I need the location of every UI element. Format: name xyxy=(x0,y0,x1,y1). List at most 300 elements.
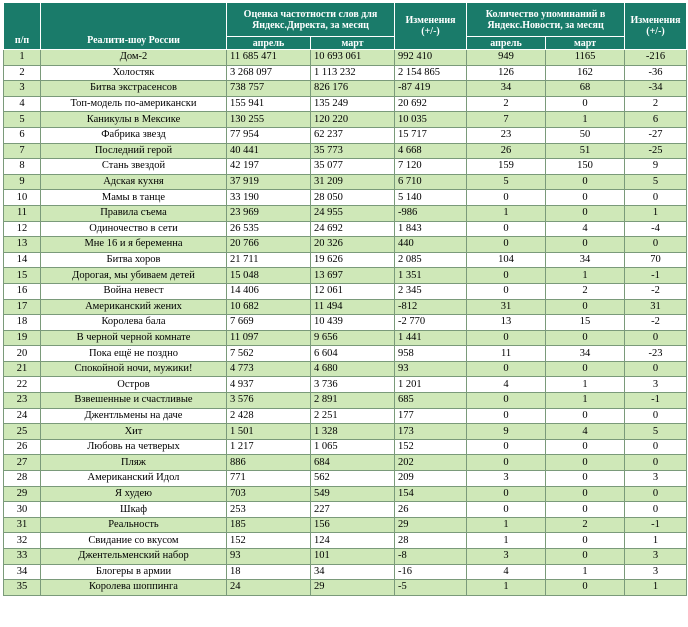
mentions-april-cell: 4 xyxy=(467,377,546,393)
row-number-cell: 6 xyxy=(4,127,41,143)
freq-april-cell: 10 682 xyxy=(227,299,311,315)
header-mentions-april: апрель xyxy=(467,37,546,50)
row-number-cell: 26 xyxy=(4,439,41,455)
mentions-march-cell: 34 xyxy=(546,346,625,362)
mentions-march-cell: 0 xyxy=(546,502,625,518)
row-number-cell: 32 xyxy=(4,533,41,549)
table-container xyxy=(3,2,687,596)
show-name-cell: Война невест xyxy=(41,283,227,299)
mentions-march-cell: 4 xyxy=(546,424,625,440)
show-name-cell: Правила съема xyxy=(41,205,227,221)
mentions-change-cell: -1 xyxy=(625,393,687,409)
row-number-cell: 20 xyxy=(4,346,41,362)
mentions-april-cell: 0 xyxy=(467,361,546,377)
mentions-april-cell: 2 xyxy=(467,96,546,112)
freq-change-cell: -87 419 xyxy=(395,81,467,97)
mentions-april-cell: 7 xyxy=(467,112,546,128)
table-row xyxy=(4,112,687,128)
table-row xyxy=(4,424,687,440)
freq-april-cell: 7 562 xyxy=(227,346,311,362)
table-row xyxy=(4,455,687,471)
freq-march-cell: 31 209 xyxy=(311,174,395,190)
mentions-march-cell: 0 xyxy=(546,361,625,377)
mentions-change-cell: 0 xyxy=(625,408,687,424)
freq-march-cell: 11 494 xyxy=(311,299,395,315)
freq-change-cell: 15 717 xyxy=(395,127,467,143)
row-number-cell: 10 xyxy=(4,190,41,206)
freq-march-cell: 29 xyxy=(311,580,395,596)
mentions-march-cell: 1 xyxy=(546,393,625,409)
mentions-april-cell: 9 xyxy=(467,424,546,440)
table-row xyxy=(4,159,687,175)
freq-change-cell: 1 201 xyxy=(395,377,467,393)
mentions-april-cell: 11 xyxy=(467,346,546,362)
mentions-march-cell: 1165 xyxy=(546,50,625,66)
mentions-march-cell: 34 xyxy=(546,252,625,268)
freq-april-cell: 23 969 xyxy=(227,205,311,221)
mentions-change-cell: -1 xyxy=(625,268,687,284)
mentions-april-cell: 104 xyxy=(467,252,546,268)
row-number-cell: 7 xyxy=(4,143,41,159)
freq-change-cell: 173 xyxy=(395,424,467,440)
freq-change-cell: 1 351 xyxy=(395,268,467,284)
mentions-march-cell: 0 xyxy=(546,471,625,487)
table-row xyxy=(4,361,687,377)
header-freq-april: апрель xyxy=(227,37,311,50)
table-row xyxy=(4,237,687,253)
freq-april-cell: 738 757 xyxy=(227,81,311,97)
freq-change-cell: 992 410 xyxy=(395,50,467,66)
mentions-march-cell: 1 xyxy=(546,268,625,284)
show-name-cell: Битва хоров xyxy=(41,252,227,268)
freq-march-cell: 227 xyxy=(311,502,395,518)
freq-april-cell: 21 711 xyxy=(227,252,311,268)
table-row xyxy=(4,346,687,362)
row-number-cell: 1 xyxy=(4,50,41,66)
freq-march-cell: 35 077 xyxy=(311,159,395,175)
freq-change-cell: 20 692 xyxy=(395,96,467,112)
show-name-cell: Королева шоппинга xyxy=(41,580,227,596)
mentions-march-cell: 0 xyxy=(546,96,625,112)
freq-march-cell: 1 328 xyxy=(311,424,395,440)
mentions-march-cell: 50 xyxy=(546,127,625,143)
freq-march-cell: 4 680 xyxy=(311,361,395,377)
freq-april-cell: 37 919 xyxy=(227,174,311,190)
freq-april-cell: 18 xyxy=(227,564,311,580)
mentions-march-cell: 0 xyxy=(546,439,625,455)
show-name-cell: Я худею xyxy=(41,486,227,502)
freq-april-cell: 886 xyxy=(227,455,311,471)
freq-change-cell: 177 xyxy=(395,408,467,424)
mentions-change-cell: -23 xyxy=(625,346,687,362)
header-mentions-march: март xyxy=(546,37,625,50)
freq-change-cell: 152 xyxy=(395,439,467,455)
table-row xyxy=(4,50,687,66)
mentions-april-cell: 0 xyxy=(467,330,546,346)
row-number-cell: 34 xyxy=(4,564,41,580)
freq-change-cell: 440 xyxy=(395,237,467,253)
mentions-change-cell: 6 xyxy=(625,112,687,128)
mentions-march-cell: 4 xyxy=(546,221,625,237)
show-name-cell: Остров xyxy=(41,377,227,393)
show-name-cell: Стань звездой xyxy=(41,159,227,175)
mentions-change-cell: 31 xyxy=(625,299,687,315)
freq-change-cell: 5 140 xyxy=(395,190,467,206)
freq-march-cell: 124 xyxy=(311,533,395,549)
freq-march-cell: 549 xyxy=(311,486,395,502)
freq-march-cell: 10 439 xyxy=(311,315,395,331)
freq-change-cell: 154 xyxy=(395,486,467,502)
mentions-march-cell: 0 xyxy=(546,580,625,596)
mentions-change-cell: 0 xyxy=(625,455,687,471)
row-number-cell: 5 xyxy=(4,112,41,128)
mentions-change-cell: 9 xyxy=(625,159,687,175)
table-row xyxy=(4,517,687,533)
row-number-cell: 22 xyxy=(4,377,41,393)
mentions-april-cell: 0 xyxy=(467,486,546,502)
table-row xyxy=(4,143,687,159)
mentions-april-cell: 0 xyxy=(467,393,546,409)
mentions-change-cell: 0 xyxy=(625,361,687,377)
mentions-march-cell: 162 xyxy=(546,65,625,81)
mentions-change-cell: 3 xyxy=(625,377,687,393)
mentions-march-cell: 0 xyxy=(546,455,625,471)
mentions-april-cell: 0 xyxy=(467,221,546,237)
freq-change-cell: 2 154 865 xyxy=(395,65,467,81)
mentions-april-cell: 26 xyxy=(467,143,546,159)
freq-march-cell: 1 113 232 xyxy=(311,65,395,81)
mentions-april-cell: 3 xyxy=(467,471,546,487)
mentions-march-cell: 2 xyxy=(546,517,625,533)
row-number-cell: 9 xyxy=(4,174,41,190)
show-name-cell: Холостяк xyxy=(41,65,227,81)
row-number-cell: 13 xyxy=(4,237,41,253)
freq-march-cell: 9 656 xyxy=(311,330,395,346)
header-frequency: Оценка частотности слов для Яндекс.Директа, за месяц xyxy=(227,3,395,37)
mentions-april-cell: 0 xyxy=(467,268,546,284)
freq-march-cell: 120 220 xyxy=(311,112,395,128)
row-number-cell: 27 xyxy=(4,455,41,471)
freq-april-cell: 33 190 xyxy=(227,190,311,206)
table-row xyxy=(4,268,687,284)
row-number-cell: 24 xyxy=(4,408,41,424)
mentions-change-cell: -1 xyxy=(625,517,687,533)
mentions-april-cell: 5 xyxy=(467,174,546,190)
show-name-cell: Джентельменский набор xyxy=(41,549,227,565)
mentions-april-cell: 1 xyxy=(467,205,546,221)
row-number-cell: 30 xyxy=(4,502,41,518)
freq-march-cell: 1 065 xyxy=(311,439,395,455)
mentions-march-cell: 0 xyxy=(546,174,625,190)
mentions-april-cell: 4 xyxy=(467,564,546,580)
mentions-april-cell: 0 xyxy=(467,408,546,424)
mentions-change-cell: 0 xyxy=(625,502,687,518)
table-row xyxy=(4,283,687,299)
mentions-april-cell: 0 xyxy=(467,439,546,455)
freq-april-cell: 26 535 xyxy=(227,221,311,237)
mentions-change-cell: 0 xyxy=(625,190,687,206)
table-row xyxy=(4,471,687,487)
freq-april-cell: 253 xyxy=(227,502,311,518)
row-number-cell: 14 xyxy=(4,252,41,268)
mentions-march-cell: 0 xyxy=(546,486,625,502)
freq-march-cell: 35 773 xyxy=(311,143,395,159)
freq-march-cell: 34 xyxy=(311,564,395,580)
freq-march-cell: 2 891 xyxy=(311,393,395,409)
show-name-cell: Любовь на четверых xyxy=(41,439,227,455)
mentions-april-cell: 0 xyxy=(467,190,546,206)
freq-change-cell: 202 xyxy=(395,455,467,471)
show-name-cell: Последний герой xyxy=(41,143,227,159)
mentions-march-cell: 15 xyxy=(546,315,625,331)
table-row xyxy=(4,377,687,393)
table-row xyxy=(4,299,687,315)
row-number-cell: 28 xyxy=(4,471,41,487)
row-number-cell: 8 xyxy=(4,159,41,175)
freq-change-cell: -2 770 xyxy=(395,315,467,331)
freq-april-cell: 15 048 xyxy=(227,268,311,284)
mentions-april-cell: 0 xyxy=(467,283,546,299)
freq-change-cell: 10 035 xyxy=(395,112,467,128)
mentions-march-cell: 0 xyxy=(546,190,625,206)
freq-change-cell: 26 xyxy=(395,502,467,518)
table-row xyxy=(4,205,687,221)
freq-march-cell: 19 626 xyxy=(311,252,395,268)
freq-change-cell: -986 xyxy=(395,205,467,221)
freq-change-cell: 29 xyxy=(395,517,467,533)
header-number: п/п xyxy=(4,3,41,50)
freq-april-cell: 703 xyxy=(227,486,311,502)
mentions-change-cell: 1 xyxy=(625,580,687,596)
table-row xyxy=(4,580,687,596)
freq-march-cell: 826 176 xyxy=(311,81,395,97)
freq-april-cell: 20 766 xyxy=(227,237,311,253)
freq-march-cell: 20 326 xyxy=(311,237,395,253)
mentions-march-cell: 1 xyxy=(546,377,625,393)
row-number-cell: 29 xyxy=(4,486,41,502)
show-name-cell: Спокойной ночи, мужики! xyxy=(41,361,227,377)
mentions-april-cell: 159 xyxy=(467,159,546,175)
row-number-cell: 33 xyxy=(4,549,41,565)
mentions-change-cell: 1 xyxy=(625,205,687,221)
show-name-cell: Хит xyxy=(41,424,227,440)
mentions-change-cell: -4 xyxy=(625,221,687,237)
table-row xyxy=(4,96,687,112)
mentions-april-cell: 0 xyxy=(467,237,546,253)
mentions-march-cell: 68 xyxy=(546,81,625,97)
mentions-change-cell: 0 xyxy=(625,486,687,502)
row-number-cell: 4 xyxy=(4,96,41,112)
freq-march-cell: 3 736 xyxy=(311,377,395,393)
mentions-march-cell: 1 xyxy=(546,564,625,580)
mentions-change-cell: -25 xyxy=(625,143,687,159)
mentions-change-cell: 0 xyxy=(625,439,687,455)
freq-change-cell: 2 085 xyxy=(395,252,467,268)
freq-change-cell: 1 441 xyxy=(395,330,467,346)
show-name-cell: Адская кухня xyxy=(41,174,227,190)
show-name-cell: Пляж xyxy=(41,455,227,471)
mentions-april-cell: 1 xyxy=(467,517,546,533)
row-number-cell: 31 xyxy=(4,517,41,533)
mentions-change-cell: -27 xyxy=(625,127,687,143)
mentions-march-cell: 51 xyxy=(546,143,625,159)
freq-change-cell: 93 xyxy=(395,361,467,377)
row-number-cell: 16 xyxy=(4,283,41,299)
freq-change-cell: -812 xyxy=(395,299,467,315)
freq-april-cell: 771 xyxy=(227,471,311,487)
row-number-cell: 2 xyxy=(4,65,41,81)
freq-march-cell: 2 251 xyxy=(311,408,395,424)
freq-change-cell: 7 120 xyxy=(395,159,467,175)
freq-march-cell: 13 697 xyxy=(311,268,395,284)
table-row xyxy=(4,408,687,424)
show-name-cell: Джентльмены на даче xyxy=(41,408,227,424)
freq-april-cell: 185 xyxy=(227,517,311,533)
freq-april-cell: 2 428 xyxy=(227,408,311,424)
row-number-cell: 17 xyxy=(4,299,41,315)
freq-april-cell: 77 954 xyxy=(227,127,311,143)
freq-change-cell: 685 xyxy=(395,393,467,409)
freq-march-cell: 62 237 xyxy=(311,127,395,143)
row-number-cell: 18 xyxy=(4,315,41,331)
mentions-march-cell: 0 xyxy=(546,408,625,424)
mentions-change-cell: 2 xyxy=(625,96,687,112)
mentions-april-cell: 34 xyxy=(467,81,546,97)
freq-april-cell: 93 xyxy=(227,549,311,565)
mentions-april-cell: 949 xyxy=(467,50,546,66)
table-row xyxy=(4,190,687,206)
mentions-march-cell: 0 xyxy=(546,237,625,253)
freq-change-cell: 958 xyxy=(395,346,467,362)
table-row xyxy=(4,486,687,502)
header-freq-march: март xyxy=(311,37,395,50)
header-show: Реалити-шоу России xyxy=(41,3,227,50)
row-number-cell: 23 xyxy=(4,393,41,409)
freq-april-cell: 130 255 xyxy=(227,112,311,128)
row-number-cell: 15 xyxy=(4,268,41,284)
header-mentions-change: Изменения (+/-) xyxy=(625,3,687,50)
freq-april-cell: 11 097 xyxy=(227,330,311,346)
mentions-march-cell: 0 xyxy=(546,533,625,549)
table-row xyxy=(4,252,687,268)
show-name-cell: Топ-модель по-американски xyxy=(41,96,227,112)
freq-change-cell: 209 xyxy=(395,471,467,487)
show-name-cell: Мамы в танце xyxy=(41,190,227,206)
freq-change-cell: -8 xyxy=(395,549,467,565)
mentions-change-cell: 0 xyxy=(625,330,687,346)
freq-march-cell: 101 xyxy=(311,549,395,565)
row-number-cell: 19 xyxy=(4,330,41,346)
freq-april-cell: 40 441 xyxy=(227,143,311,159)
mentions-change-cell: 1 xyxy=(625,533,687,549)
show-name-cell: Мне 16 и я беременна xyxy=(41,237,227,253)
mentions-april-cell: 0 xyxy=(467,455,546,471)
freq-april-cell: 3 576 xyxy=(227,393,311,409)
mentions-march-cell: 0 xyxy=(546,205,625,221)
freq-march-cell: 28 050 xyxy=(311,190,395,206)
table-row xyxy=(4,221,687,237)
freq-change-cell: 2 345 xyxy=(395,283,467,299)
show-name-cell: Каникулы в Мексике xyxy=(41,112,227,128)
header-mentions: Количество упоминаний в Яндекс.Новости, за месяц xyxy=(467,3,625,37)
mentions-change-cell: -216 xyxy=(625,50,687,66)
mentions-april-cell: 1 xyxy=(467,533,546,549)
show-name-cell: Битва экстрасенсов xyxy=(41,81,227,97)
row-number-cell: 11 xyxy=(4,205,41,221)
mentions-march-cell: 1 xyxy=(546,112,625,128)
freq-march-cell: 135 249 xyxy=(311,96,395,112)
show-name-cell: Дом-2 xyxy=(41,50,227,66)
show-name-cell: Блогеры в армии xyxy=(41,564,227,580)
table-row xyxy=(4,174,687,190)
mentions-march-cell: 0 xyxy=(546,549,625,565)
freq-march-cell: 24 692 xyxy=(311,221,395,237)
table-row xyxy=(4,439,687,455)
freq-april-cell: 1 217 xyxy=(227,439,311,455)
table-row xyxy=(4,502,687,518)
table-row xyxy=(4,127,687,143)
mentions-april-cell: 3 xyxy=(467,549,546,565)
show-name-cell: Американский жених xyxy=(41,299,227,315)
mentions-change-cell: -2 xyxy=(625,315,687,331)
header-frequency-change: Изменения (+/-) xyxy=(395,3,467,50)
freq-march-cell: 562 xyxy=(311,471,395,487)
row-number-cell: 35 xyxy=(4,580,41,596)
freq-march-cell: 12 061 xyxy=(311,283,395,299)
freq-change-cell: -16 xyxy=(395,564,467,580)
row-number-cell: 21 xyxy=(4,361,41,377)
show-name-cell: Королева бала xyxy=(41,315,227,331)
table-body xyxy=(4,50,687,596)
freq-change-cell: -5 xyxy=(395,580,467,596)
freq-april-cell: 152 xyxy=(227,533,311,549)
freq-april-cell: 7 669 xyxy=(227,315,311,331)
freq-april-cell: 42 197 xyxy=(227,159,311,175)
mentions-april-cell: 0 xyxy=(467,502,546,518)
mentions-change-cell: 3 xyxy=(625,564,687,580)
table-row xyxy=(4,564,687,580)
table-row xyxy=(4,393,687,409)
table-row xyxy=(4,549,687,565)
freq-april-cell: 3 268 097 xyxy=(227,65,311,81)
mentions-change-cell: 3 xyxy=(625,549,687,565)
show-name-cell: Пока ещё не поздно xyxy=(41,346,227,362)
mentions-change-cell: 0 xyxy=(625,237,687,253)
freq-march-cell: 156 xyxy=(311,517,395,533)
freq-april-cell: 14 406 xyxy=(227,283,311,299)
mentions-change-cell: 70 xyxy=(625,252,687,268)
mentions-change-cell: -34 xyxy=(625,81,687,97)
row-number-cell: 25 xyxy=(4,424,41,440)
table-row xyxy=(4,65,687,81)
show-name-cell: Свидание со вкусом xyxy=(41,533,227,549)
row-number-cell: 3 xyxy=(4,81,41,97)
mentions-april-cell: 13 xyxy=(467,315,546,331)
freq-april-cell: 11 685 471 xyxy=(227,50,311,66)
freq-march-cell: 24 955 xyxy=(311,205,395,221)
show-name-cell: Дорогая, мы убиваем детей xyxy=(41,268,227,284)
mentions-change-cell: 5 xyxy=(625,174,687,190)
show-name-cell: Американский Идол xyxy=(41,471,227,487)
mentions-march-cell: 0 xyxy=(546,330,625,346)
freq-change-cell: 28 xyxy=(395,533,467,549)
freq-change-cell: 1 843 xyxy=(395,221,467,237)
freq-april-cell: 155 941 xyxy=(227,96,311,112)
freq-change-cell: 4 668 xyxy=(395,143,467,159)
show-name-cell: Шкаф xyxy=(41,502,227,518)
mentions-march-cell: 2 xyxy=(546,283,625,299)
freq-april-cell: 4 937 xyxy=(227,377,311,393)
